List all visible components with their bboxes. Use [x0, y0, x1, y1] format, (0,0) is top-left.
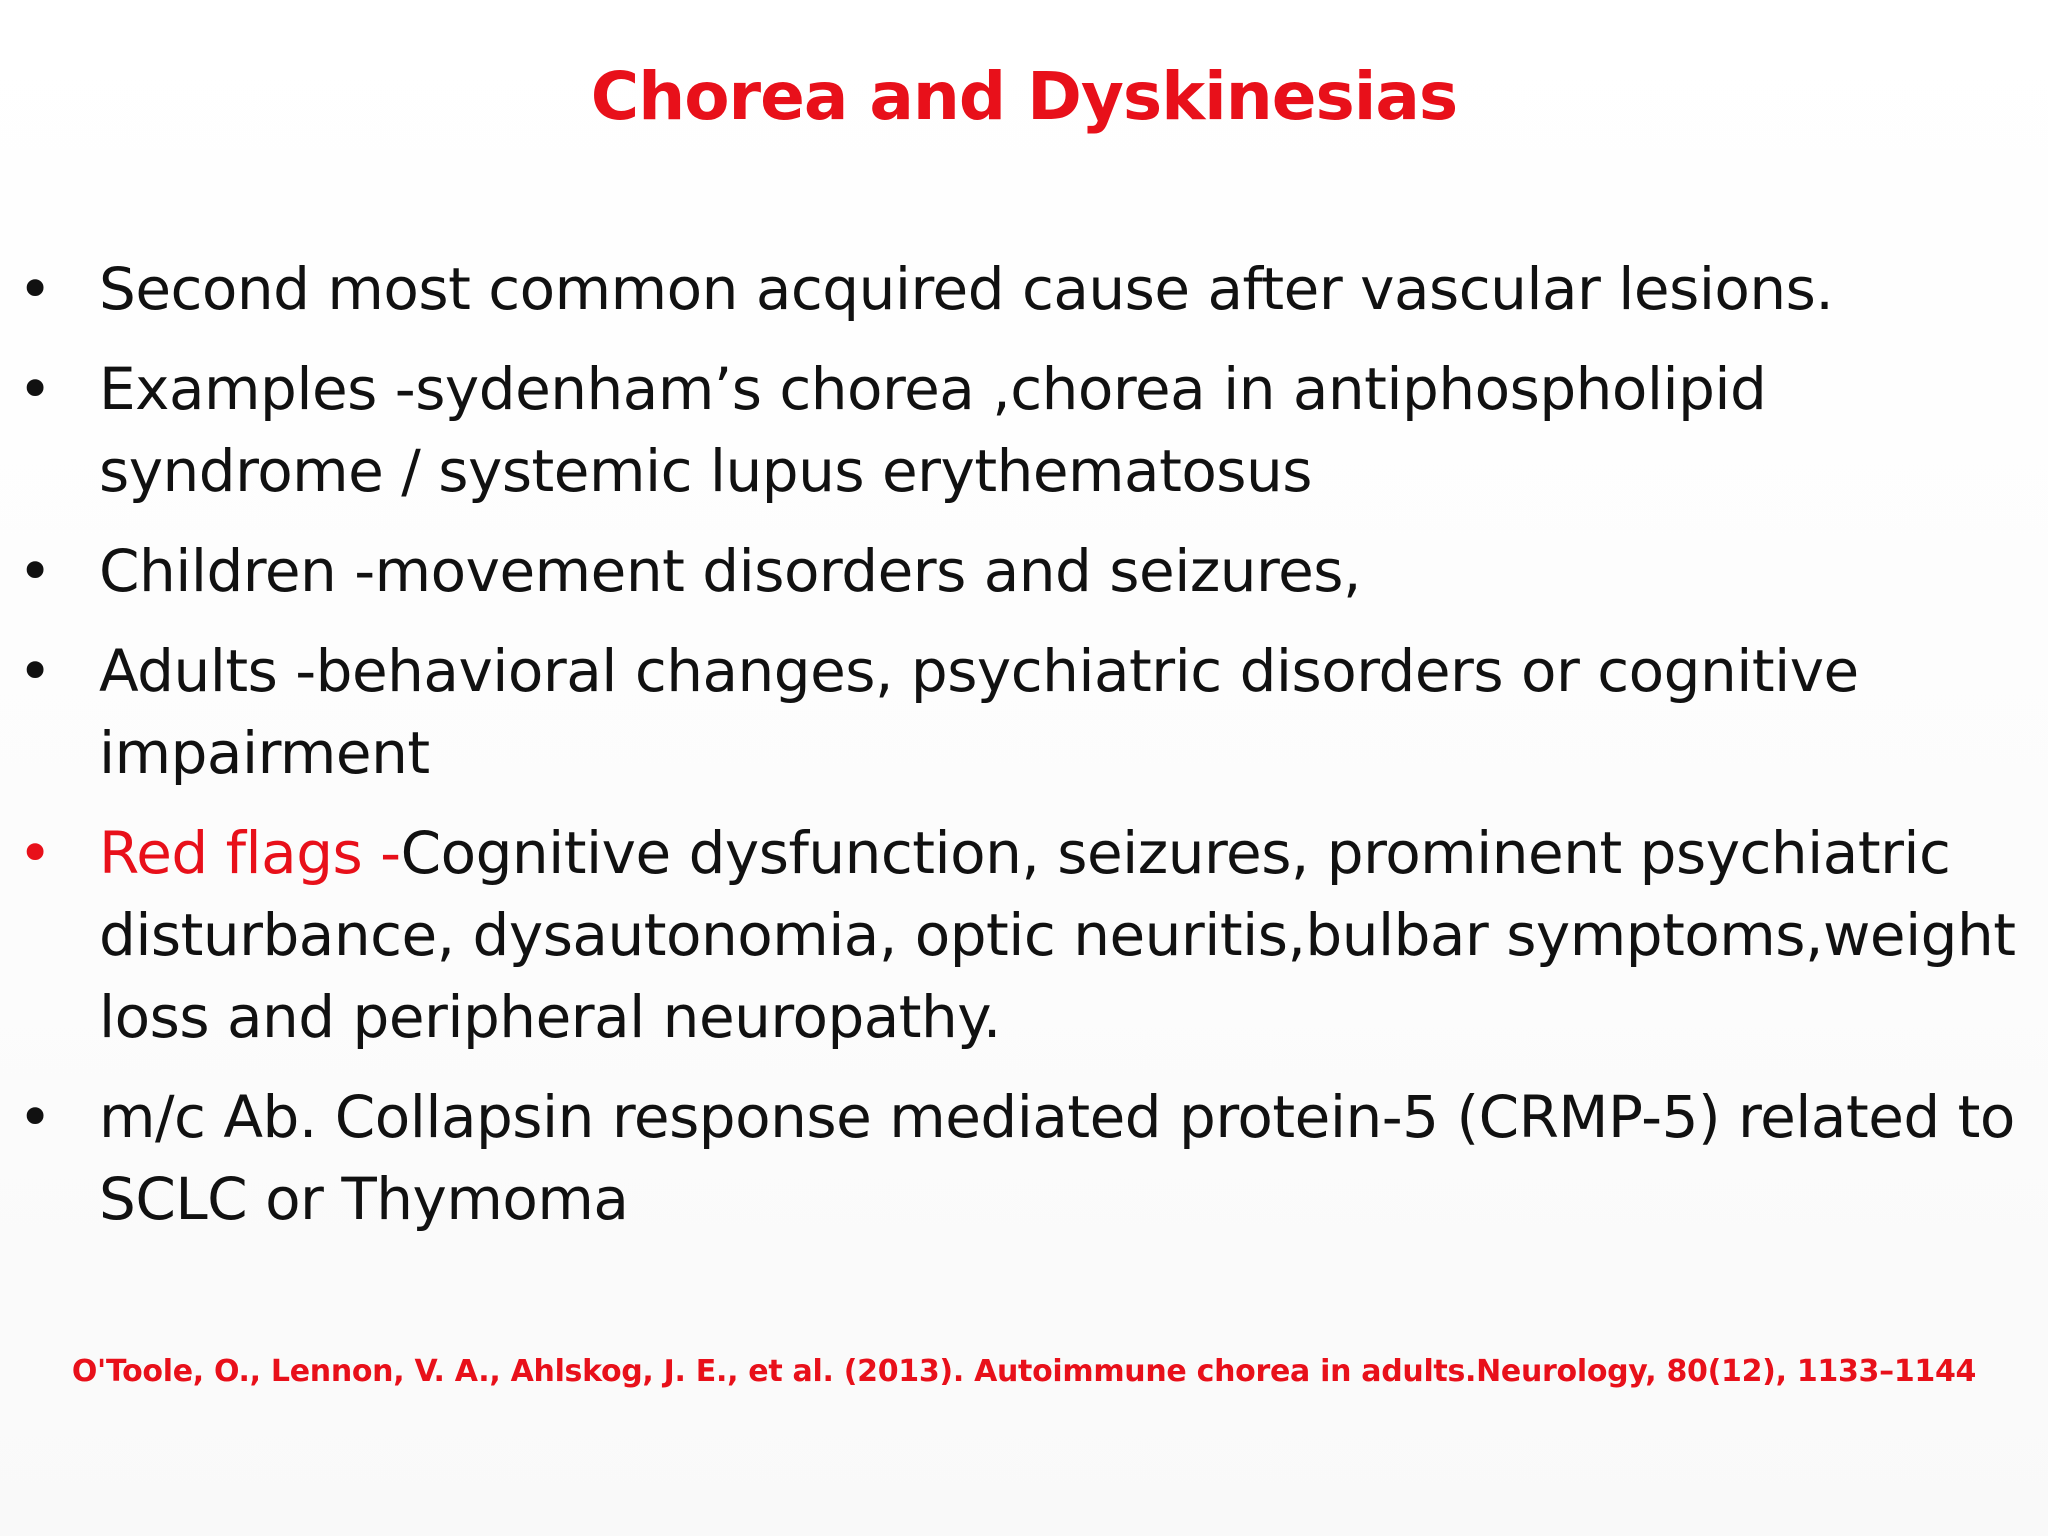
- reference-citation: O'Toole, O., Lennon, V. A., Ahlskog, J. E., et al. (2013). Autoimmune chorea in adults.Neurology, 80(12), 1133–1144: [71, 1354, 1977, 1389]
- bullet-dot-icon: •: [18, 637, 52, 705]
- red-flags-label: Red flags -: [99, 819, 401, 887]
- bullet-text: Second most common acquired cause after vascular lesions.: [99, 255, 1834, 323]
- bullet-dot-icon: •: [18, 255, 52, 323]
- bullet-text: Cognitive dysfunction, seizures, prominent psychiatric disturbance, dysautonomia, optic neuritis,bulbar symptoms,weight loss and peripheral neuropathy.: [99, 819, 2016, 1051]
- bullet-item: [0, 630, 2048, 794]
- bullet-item: [0, 530, 2048, 612]
- bullet-list: [0, 248, 2048, 1258]
- bullet-text: Adults -behavioral changes, psychiatric disorders or cognitive impairment: [99, 637, 1859, 787]
- bullet-dot-icon: •: [18, 819, 52, 887]
- bullet-item: [0, 1076, 2048, 1240]
- bullet-text: m/c Ab. Collapsin response mediated protein-5 (CRMP-5) related to SCLC or Thymoma: [99, 1083, 2015, 1233]
- bullet-item-red-flags: [0, 812, 2048, 1058]
- bullet-text: Examples -sydenham’s chorea ,chorea in antiphospholipid syndrome / systemic lupus erythematosus: [99, 355, 1767, 505]
- bullet-dot-icon: •: [18, 1083, 52, 1151]
- bullet-dot-icon: •: [18, 537, 52, 605]
- bullet-dot-icon: •: [18, 355, 52, 423]
- bullet-item: [0, 248, 2048, 330]
- bullet-item: [0, 348, 2048, 512]
- bullet-text: Children -movement disorders and seizures,: [99, 537, 1361, 605]
- slide-title: Chorea and Dyskinesias: [590, 58, 1458, 135]
